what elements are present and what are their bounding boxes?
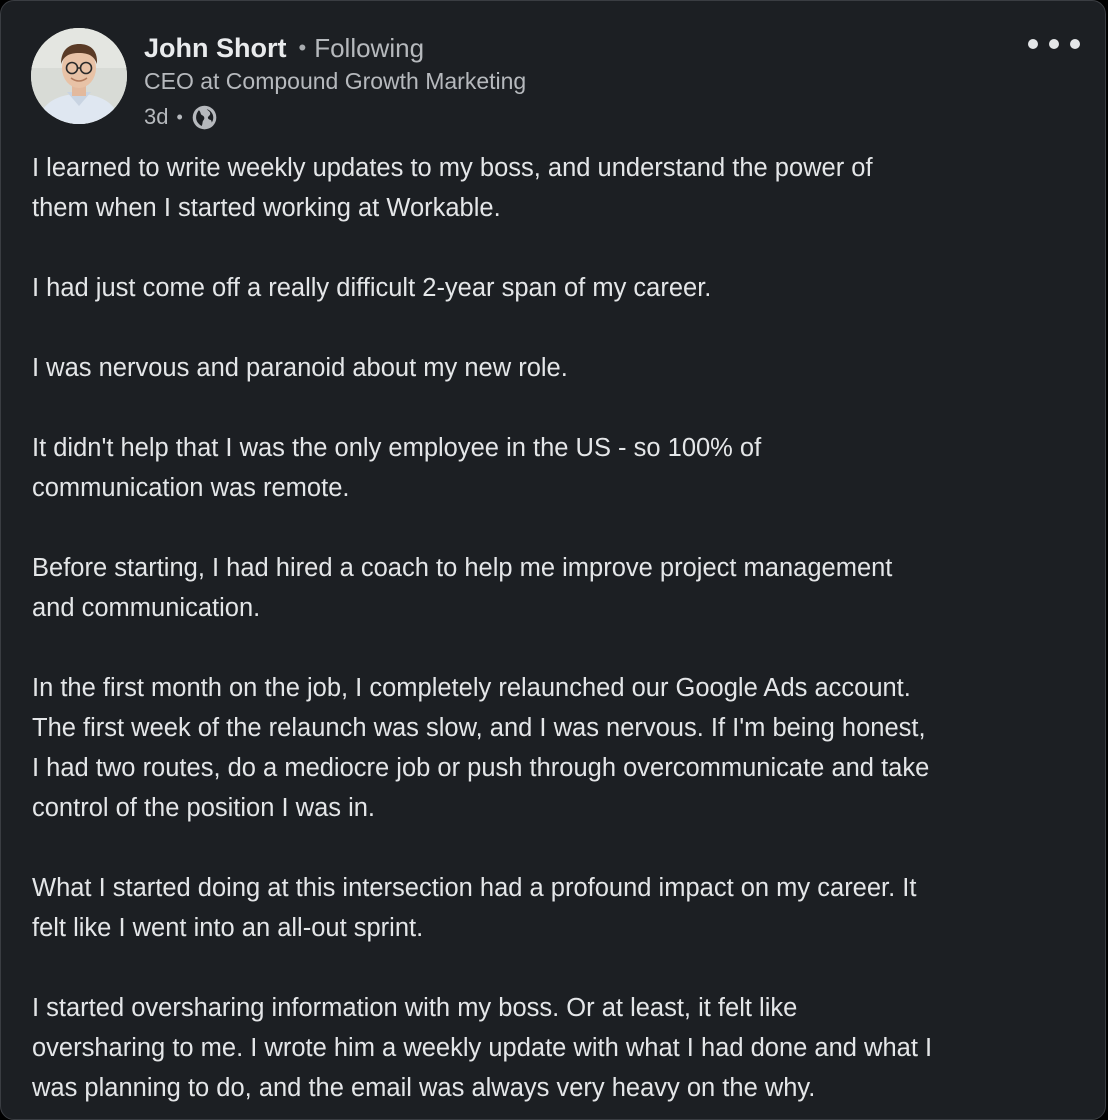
post-paragraph: I had just come off a really difficult 2-year span of my career. xyxy=(32,274,712,302)
post-meta xyxy=(144,102,218,132)
post-paragraph: I was nervous and paranoid about my new role. xyxy=(32,354,568,382)
post-time[interactable]: 3d xyxy=(144,104,169,129)
more-horizontal-icon xyxy=(1024,37,1084,51)
author-name-row xyxy=(144,31,424,65)
globe-icon xyxy=(191,104,218,131)
meta-separator: • xyxy=(176,106,183,127)
author-headline: CEO at Compound Growth Marketing xyxy=(144,68,527,94)
post-paragraph: I started oversharing information with my boss. Or at least, it felt like oversharing to me. I wrote him a weekly update with what I had done and what I was planning to do, and the email was always very heavy on the why. xyxy=(32,994,933,1102)
post-paragraph: I learned to write weekly updates to my boss, and understand the power of them when I started working at Workable. xyxy=(32,154,873,222)
author-avatar[interactable] xyxy=(31,28,127,124)
post-paragraph: Before starting, I had hired a coach to help me improve project management and communication. xyxy=(32,554,893,622)
name-separator: • xyxy=(298,35,307,60)
following-button[interactable]: Following xyxy=(314,32,425,63)
post-paragraph: It didn't help that I was the only employee in the US - so 100% of communication was remote. xyxy=(32,434,762,502)
post-text xyxy=(32,148,1082,1120)
post-paragraph: What I started doing at this intersection had a profound impact on my career. It felt like I went into an all-out sprint. xyxy=(32,874,917,942)
more-options-button[interactable] xyxy=(1023,27,1085,61)
post-paragraph: In the first month on the job, I completely relaunched our Google Ads account. The first week of the relaunch was slow, and I was nervous. If I'm being honest, I had two routes, do a mediocre job or push through overcommunicate and take control of the position I was in. xyxy=(32,674,930,822)
profile-photo xyxy=(31,28,127,124)
author-name[interactable]: John Short xyxy=(144,32,287,63)
